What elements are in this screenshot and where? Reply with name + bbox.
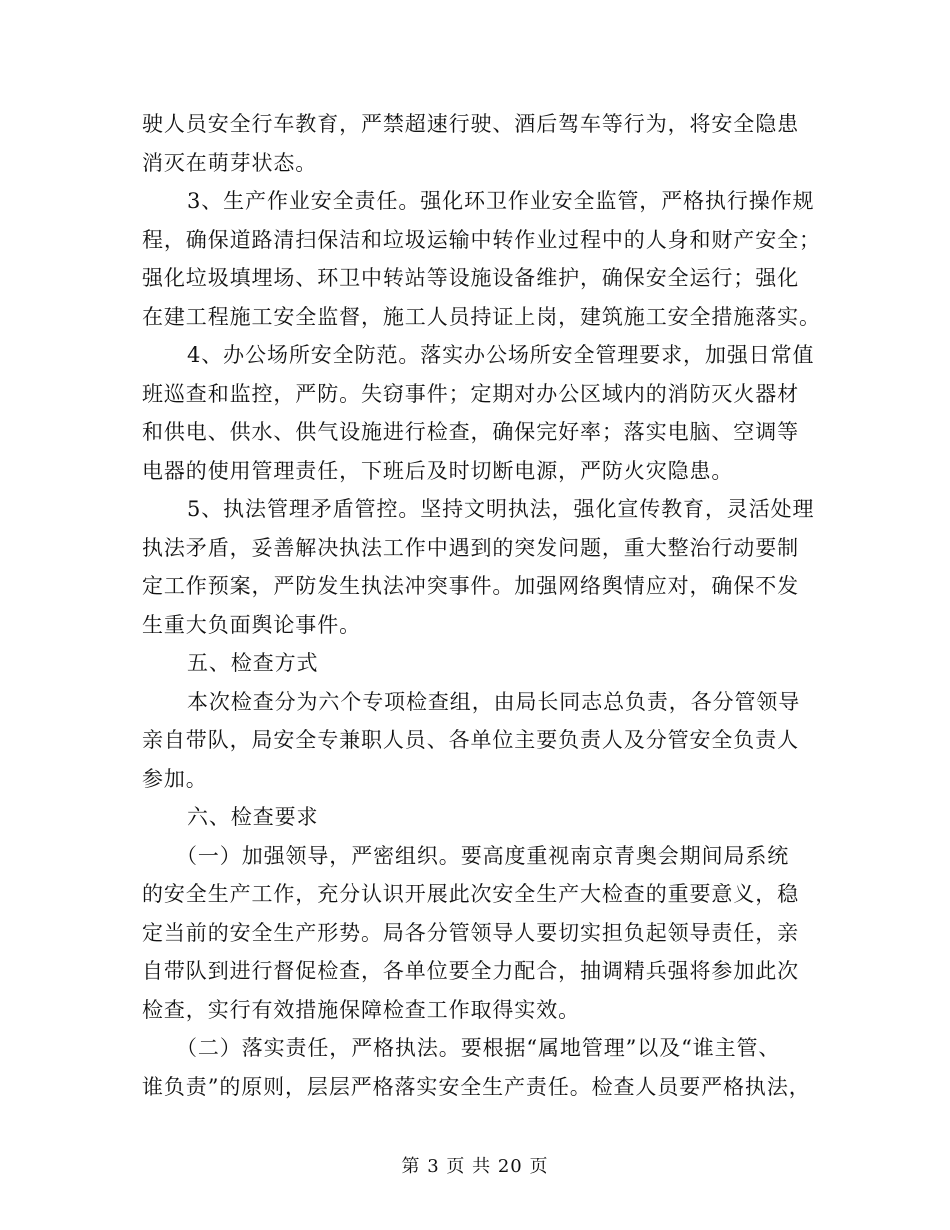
text-line: 电器的使用管理责任，下班后及时切断电源，严防火灾隐患。: [142, 458, 734, 483]
subsection-1-heading-line: （一）加强领导，严密组织。要高度重视南京青奥会期间局系统: [176, 843, 790, 868]
text-line: 在建工程施工安全监督，施工人员持证上岗，建筑施工安全措施落实。: [142, 304, 821, 329]
page-number-footer: 第 3 页 共 20 页: [401, 1156, 549, 1177]
subsection-2-heading-line: （二）落实责任，严格执法。要根据“属地管理”以及“谁主管、: [176, 1036, 781, 1060]
text-line: 定当前的安全生产形势。局各分管领导人要切实担负起领导责任，亲: [142, 920, 799, 945]
text-line: 执法矛盾，妥善解决执法工作中遇到的突发问题，重大整治行动要制: [142, 535, 799, 560]
text-line: 本次检查分为六个专项检查组，由局长同志总负责，各分管领导: [187, 689, 801, 714]
document-body: [142, 105, 821, 1106]
item-3-heading-line: 3、生产作业安全责任。强化环卫作业安全监管，严格执行操作规: [187, 189, 815, 213]
text-line: 和供电、供水、供气设施进行检查，确保完好率；落实电脑、空调等: [142, 420, 799, 444]
text-line: 程，确保道路清扫保洁和垃圾运输中转作业过程中的人身和财产安全；: [142, 227, 821, 252]
text-line: 驶人员安全行车教育，严禁超速行驶、酒后驾车等行为，将安全隐患: [142, 112, 799, 136]
section-heading-inspection-method: 五、检查方式: [187, 651, 319, 675]
text-line: 检查，实行有效措施保障检查工作取得实效。: [142, 997, 580, 1022]
text-line: 的安全生产工作，充分认识开展此次安全生产大检查的重要意义，稳: [142, 882, 799, 906]
text-line: 自带队到进行督促检查，各单位要全力配合，抽调精兵强将参加此次: [142, 959, 799, 983]
text-line: 强化垃圾填埋场、环卫中转站等设施设备维护，确保安全运行；强化: [142, 266, 799, 290]
text-line: 消灭在萌芽状态。: [142, 150, 318, 175]
text-line: 生重大负面舆论事件。: [142, 612, 361, 637]
text-line: 亲自带队，局安全专兼职人员、各单位主要负责人及分管安全负责人: [142, 728, 799, 752]
text-line: 谁负责”的原则，层层严格落实安全生产责任。检查人员要严格执法，: [142, 1074, 811, 1099]
section-heading-inspection-requirements: 六、检查要求: [187, 805, 319, 829]
text-line: 班巡查和监控，严防。失窃事件；定期对办公区域内的消防灭火器材: [142, 381, 799, 406]
item-5-heading-line: 5、执法管理矛盾管控。坚持文明执法，强化宣传教育，灵活处理: [187, 497, 815, 521]
item-4-heading-line: 4、办公场所安全防范。落实办公场所安全管理要求，加强日常值: [187, 343, 815, 367]
text-line: 定工作预案，严防发生执法冲突事件。加强网络舆情应对，确保不发: [142, 574, 799, 598]
text-line: 参加。: [142, 766, 208, 791]
